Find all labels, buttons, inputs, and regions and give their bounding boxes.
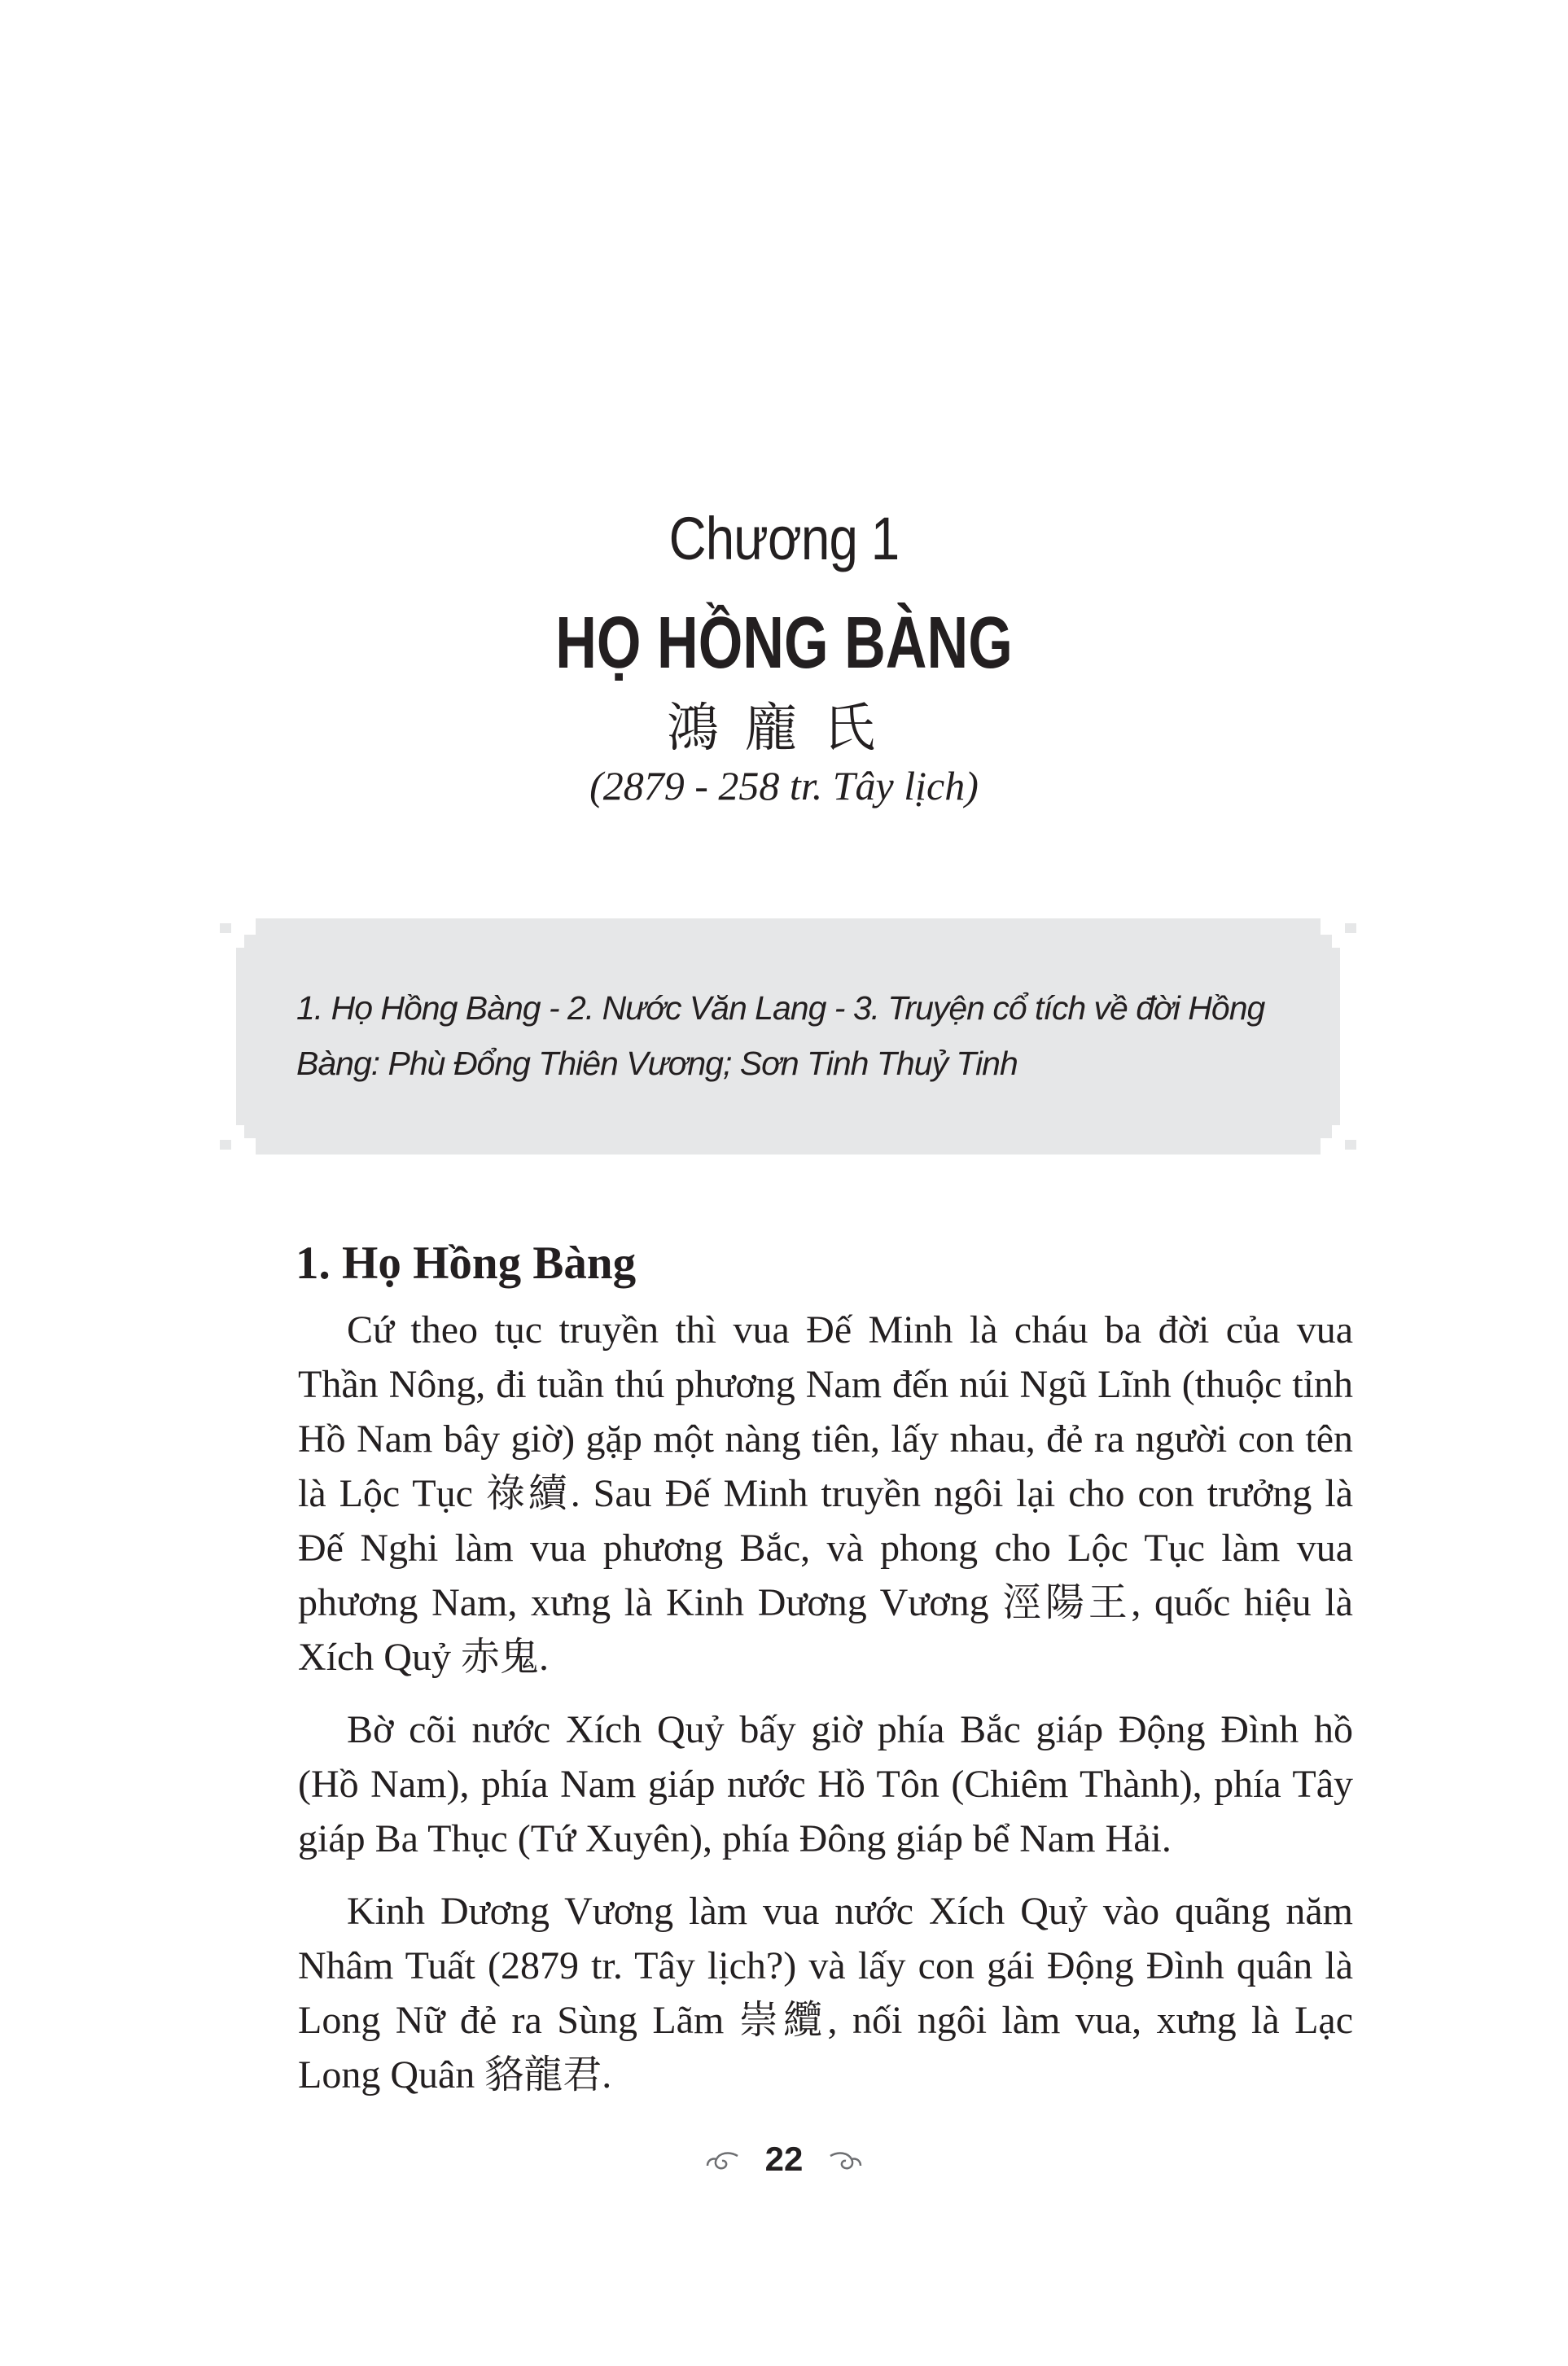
page-number: 22 <box>764 2140 804 2178</box>
section-heading: 1. Họ Hồng Bàng <box>296 1238 637 1289</box>
paragraph: Kinh Dương Vương làm vua nước Xích Quỷ vào quãng năm Nhâm Tuất (2879 tr. Tây lịch?) và lấy con gái Động Đình quân là Long Nữ đẻ ra Sùng Lãm 崇纜, nối ngôi làm vua, xưng là Lạc Long Quân 貉龍君. <box>298 1890 1353 2097</box>
right-ornament-icon <box>826 2149 863 2174</box>
chapter-label: Chương 1 <box>668 505 900 572</box>
chapter-title: HỌ HỒNG BÀNG <box>555 602 1013 684</box>
body-text <box>298 1303 1353 2120</box>
chapter-summary-box <box>220 918 1356 1155</box>
left-ornament-icon <box>705 2149 742 2174</box>
paragraph: Bờ cõi nước Xích Quỷ bấy giờ phía Bắc giáp Động Đình hồ (Hồ Nam), phía Nam giáp nước Hồ Tôn (Chiêm Thành), phía Tây giáp Ba Thục (Tứ Xuyên), phía Đông giáp bể Nam Hải. <box>298 1708 1353 1860</box>
chapter-chinese-title: 鴻龐氏 <box>667 699 901 759</box>
page-footer <box>0 2135 1568 2184</box>
paragraph: Cứ theo tục truyền thì vua Đế Minh là cháu ba đời của vua Thần Nông, đi tuần thú phương Nam đến núi Ngũ Lĩnh (thuộc tỉnh Hồ Nam bây giờ) gặp một nàng tiên, lấy nhau, đẻ ra người con tên là Lộc Tục 祿續. Sau Đế Minh truyền ngôi lại cho con trưởng là Đế Nghi làm vua phương Bắc, và phong cho Lộc Tục làm vua phương Nam, xưng là Kinh Dương Vương 涇陽王, quốc hiệu là Xích Quỷ 赤鬼. <box>298 1308 1353 1679</box>
chapter-summary-text: 1. Họ Hồng Bàng - 2. Nước Văn Lang - 3. Truyện cổ tích về đời Hồng Bàng: Phù Đổng Thiên Vương; Sơn Tinh Thuỷ Tinh <box>296 989 1265 1082</box>
chapter-dates: (2879 - 258 tr. Tây lịch) <box>589 763 979 808</box>
